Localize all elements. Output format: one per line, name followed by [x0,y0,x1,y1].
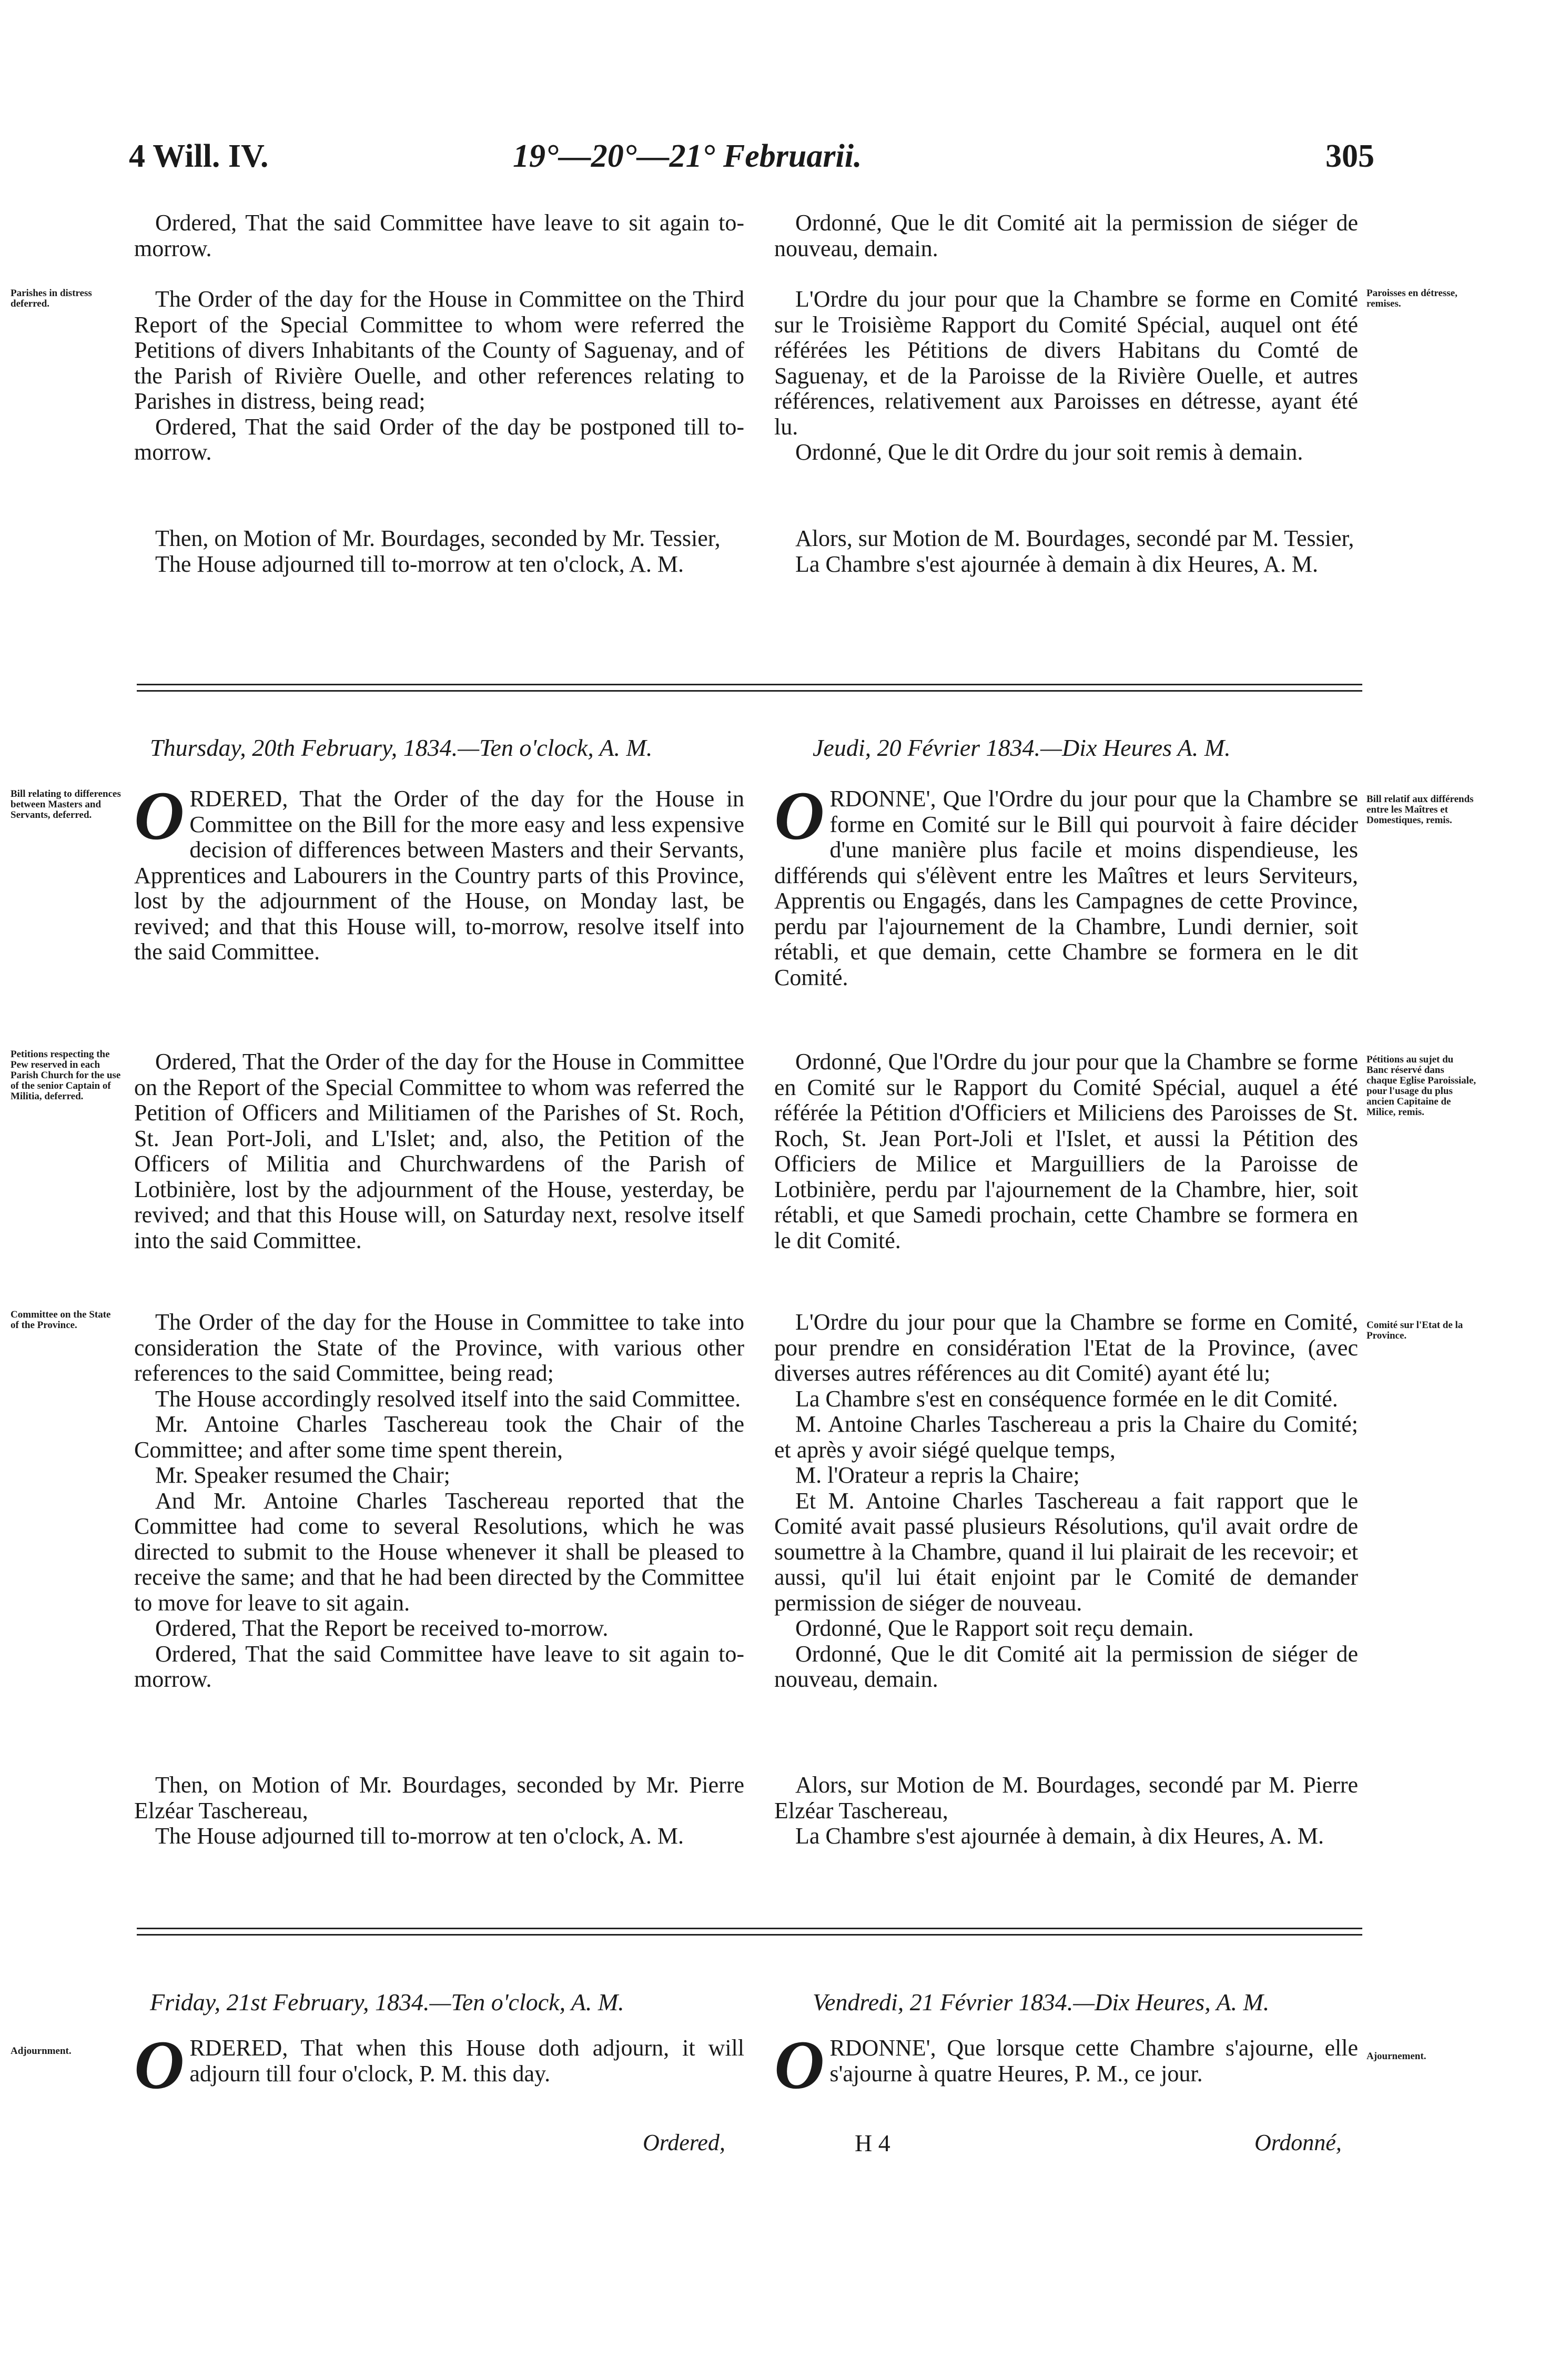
section-divider-1 [137,684,1362,692]
margin-note-parishes-en: Parishes in distress deferred. [11,288,92,309]
en-report: And Mr. Antoine Charles Taschereau reported that the Committee had come to several Resolutions, which he was directed to submit to the House whenever it shall be pleased to receive the same; and that he had been directed by the Committee to move for leave to sit again. [134,1487,744,1616]
english-adjourn-block [134,526,744,577]
french-adjournment-block [774,2026,1358,2103]
en-report-received: Ordered, That the Report be received to-morrow. [155,1615,609,1641]
en-province-chair: Mr. Antoine Charles Taschereau took the Chair of the Committee; and after some time spent therein, [134,1411,744,1463]
english-pew-block [134,1049,744,1253]
fr-motion-2: Alors, sur Motion de M. Bourdages, secondé par M. Pierre Elzéar Taschereau, [774,1772,1358,1824]
margin-note-province-en: Committee on the State of the Province. [11,1309,111,1331]
en-leave-sit-again: Ordered, That the said Committee have leave to sit again to-morrow. [134,1640,744,1692]
drop-cap: O [134,777,185,854]
french-province-block [774,1310,1358,1693]
fr-adjourned: La Chambre s'est ajournée à demain à dix Heures, A. M. [795,551,1318,577]
drop-cap: O [774,777,825,854]
french-column-sec1 [774,210,1358,261]
running-header [0,138,1559,190]
en-adjourned: The House adjourned till to-morrow at ten o'clock, A. M. [155,551,684,577]
en-motion-2: Then, on Motion of Mr. Bourdages, seconded by Mr. Pierre Elzéar Taschereau, [134,1772,744,1824]
fr-motion: Alors, sur Motion de M. Bourdages, secondé par M. Tessier, [795,525,1354,551]
fr-masters-order: ORDONNE', Que l'Ordre du jour pour que la Chambre se forme en Comité sur le Bill qui pourvoit à faire décider d'une manière plus facile et moins dispendieuse, les différends qui s'élèvent entre les Maîtres et leurs Serviteurs, Apprentis ou Engagés, dans les Campagnes de cette Province, perdu par l'ajournement de la Chambre, Lundi dernier, soit rétabli, et que demain, cette Chambre se formera en le dit Comité. [774,777,1358,990]
en-motion: Then, on Motion of Mr. Bourdages, seconded by Mr. Tessier, [155,525,721,551]
en-adjournment-order: ORDERED, That when this House doth adjourn, it will adjourn till four o'clock, P. M. this day. [134,2026,744,2103]
fr-adjournment-order: ORDONNE', Que lorsque cette Chambre s'ajourne, elle s'ajourne à quatre Heures, P. M., ce jour. [774,2026,1358,2103]
dateline-friday-fr: Vendredi, 21 Février 1834.—Dix Heures, A. M. [813,1989,1270,2016]
fr-speaker-resumed: M. l'Orateur a repris la Chaire; [795,1462,1080,1488]
margin-note-masters-en: Bill relating to differences between Masters and Servants, deferred. [11,788,121,821]
french-masters-block [774,777,1358,990]
margin-note-masters-fr: Bill relatif aux différends entre les Maîtres et Domestiques, remis. [1366,794,1474,826]
fr-report: Et M. Antoine Charles Taschereau a fait rapport que le Comité avait passé plusieurs Résolutions, qu'il avait ordre de soumettre à la Chambre, quand il lui plairait de les recevoir; et aussi, qu'il lui était enjoint par le Comité de demander permission de siéger de nouveau. [774,1487,1358,1616]
french-pew-block [774,1049,1358,1253]
drop-cap: O [774,2026,825,2103]
english-column-sec1 [134,210,744,261]
english-adjournment-block [134,2026,744,2103]
en-speaker-resumed: Mr. Speaker resumed the Chair; [155,1462,450,1488]
en-pew-order: Ordered, That the Order of the day for the House in Committee on the Report of the Special Committee to whom was referred the Petition of Officers and Militiamen of the Parishes of St. Roch, St. Jean Port-Joli, and L'Islet; and, also, the Petition of the Officers of Militia and Churchwardens of the Parish of Lotbinière, lost by the adjournment of the House, yesterday, be revived; and that this House will, on Saturday next, resolve itself into the said Committee. [134,1049,744,1253]
english-province-block [134,1310,744,1693]
dateline-thursday-en: Thursday, 20th February, 1834.—Ten o'clock, A. M. [150,734,653,761]
fr-order-leave-sit: Ordonné, Que le dit Comité ait la permission de siéger de nouveau, demain. [774,210,1358,261]
fr-report-received: Ordonné, Que le Rapport soit reçu demain. [795,1615,1194,1641]
fr-province-chair: M. Antoine Charles Taschereau a pris la Chaire du Comité; et après y avoir siégé quelque temps, [774,1411,1358,1463]
dateline-thursday-fr: Jeudi, 20 Février 1834.—Dix Heures A. M. [813,734,1231,761]
fr-adjourned-2: La Chambre s'est ajournée à demain, à dix Heures, A. M. [795,1823,1324,1849]
margin-note-parishes-fr: Paroisses en détresse, remises. [1366,288,1457,309]
page-number: 305 [1325,138,1374,174]
margin-note-adjournment-en: Adjournment. [11,2045,72,2057]
catchword-fr: Ordonné, [1254,2130,1342,2155]
french-adjourn-block [774,526,1358,577]
header-regnal-year: 4 Will. IV. [129,138,269,174]
en-parishes-order: The Order of the day for the House in Committee on the Third Report of the Special Committee to whom were referred the Petitions of divers Inhabitants of the County of Saguenay, and of the Parish of Rivière Ouelle, and other references relating to Parishes in distress, being read; [134,286,744,414]
en-province-resolved: The House accordingly resolved itself into the said Committee. [155,1385,741,1412]
fr-parishes-order: L'Ordre du jour pour que la Chambre se forme en Comité sur le Troisième Rapport du Comité Spécial, auquel ont été référées les Pétitions de divers Habitans du Comté de Saguenay, et de la Paroisse de la Rivière Ouelle, et autres références, relativement aux Paroisses en détresse, ayant été lu. [774,286,1358,440]
en-masters-order: ORDERED, That the Order of the day for the House in Committee on the Bill for the more easy and less expensive decision of differences between Masters and their Servants, Apprentices and Labourers in the Country parts of this Province, lost by the adjournment of the House, on Monday last, be revived; and that this House will, to-morrow, resolve itself into the said Committee. [134,777,744,965]
section-divider-2 [137,1928,1362,1936]
fr-province-resolved: La Chambre s'est en conséquence formée en le dit Comité. [795,1385,1338,1412]
french-parishes-block [774,287,1358,465]
en-parishes-postponed: Ordered, That the said Order of the day be postponed till to-morrow. [134,413,744,465]
header-dates: 19°—20°—21° Februarii. [513,138,862,174]
drop-cap: O [134,2026,185,2103]
french-adjourn-block-2 [774,1773,1358,1849]
dateline-friday-en: Friday, 21st February, 1834.—Ten o'clock, A. M. [150,1989,624,2016]
fr-province-order: L'Ordre du jour pour que la Chambre se forme en Comité, pour prendre en considération l'Etat de la Province, (avec diverses autres références au dit Comité) ayant été lu; [774,1309,1358,1386]
english-adjourn-block-2 [134,1773,744,1849]
en-adjourned-2: The House adjourned till to-morrow at ten o'clock, A. M. [155,1823,684,1849]
margin-note-pew-en: Petitions respecting the Pew reserved in each Parish Church for the use of the senior Captain of Militia, deferred. [11,1049,121,1102]
fr-parishes-postponed: Ordonné, Que le dit Ordre du jour soit remis à demain. [795,439,1303,465]
en-province-order: The Order of the day for the House in Committee to take into consideration the State of the Province, with various other references to the said Committee, being read; [134,1309,744,1386]
fr-leave-sit-again: Ordonné, Que le dit Comité ait la permission de siéger de nouveau, demain. [774,1640,1358,1692]
margin-note-province-fr: Comité sur l'Etat de la Province. [1366,1320,1463,1341]
margin-note-adjournment-fr: Ajournement. [1366,2051,1426,2062]
english-masters-block [134,777,744,965]
english-parishes-block [134,287,744,465]
margin-note-pew-fr: Pétitions au sujet du Banc réservé dans chaque Eglise Paroissiale, pour l'usage du plus ancien Capitaine de Milice, remis. [1366,1054,1476,1118]
signature-mark: H 4 [855,2130,890,2156]
catchword-en: Ordered, [643,2130,725,2155]
fr-pew-order: Ordonné, Que l'Ordre du jour pour que la Chambre se forme en Comité sur le Rapport du Comité Spécial, auquel a été référée la Pétition d'Officiers et Miliciens des Paroisses de St. Roch, St. Jean Port-Joli et l'Islet, et aussi la Pétition des Officiers de Milice et Marguilliers de la Paroisse de Lotbinière, perdu par l'ajournement de la Chambre, hier, soit rétabli, et que Samedi prochain, cette Chambre se formera en le dit Comité. [774,1049,1358,1253]
en-order-leave-sit: Ordered, That the said Committee have leave to sit again to-morrow. [134,210,744,261]
